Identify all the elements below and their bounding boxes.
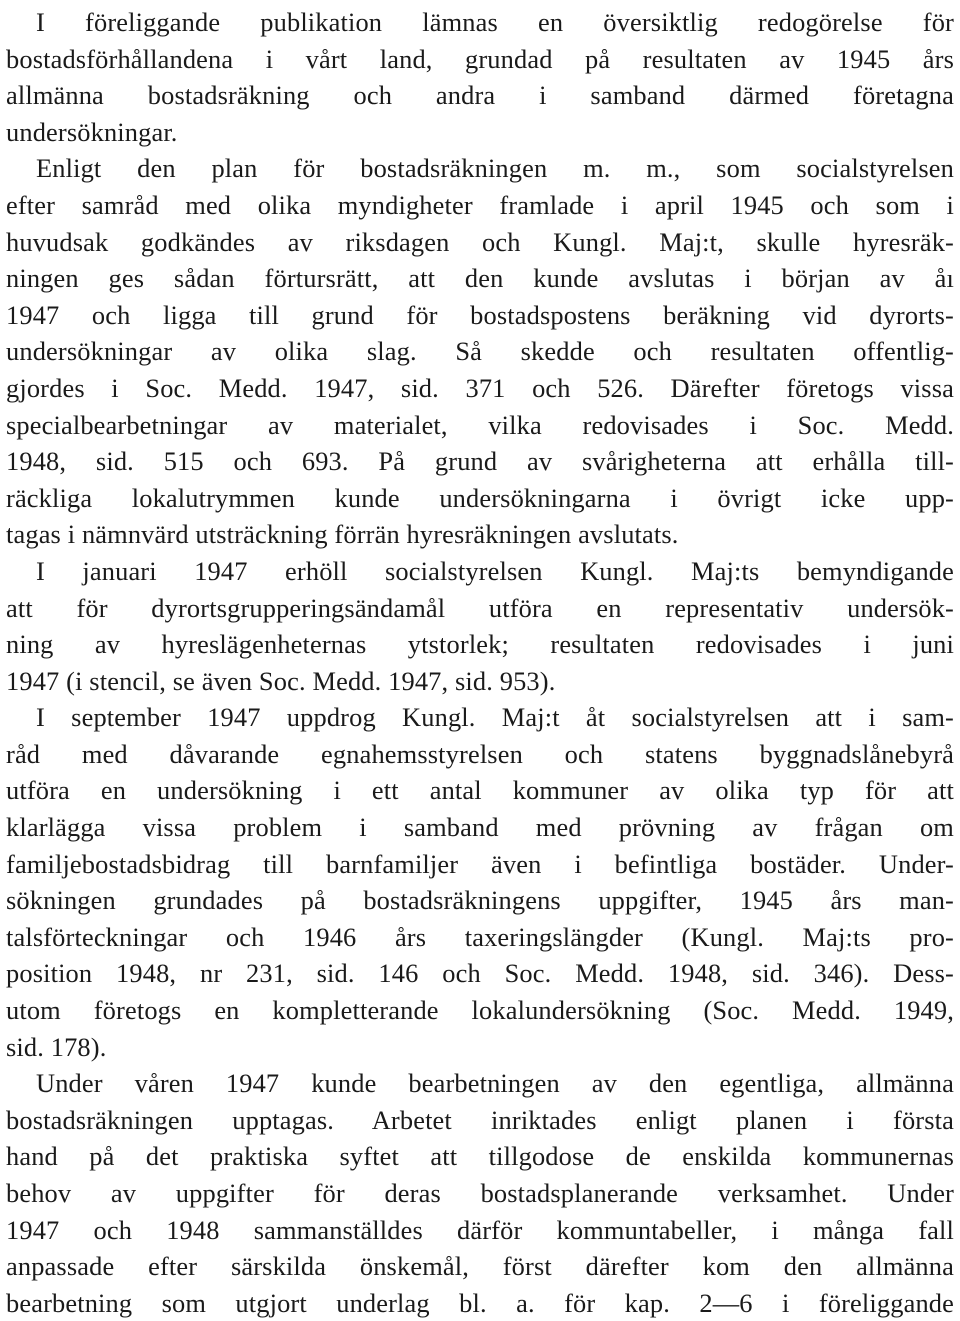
text-line: 1947 och 1948 sammanställdes därför kommuntabeller, i många fall (6, 1214, 954, 1245)
text-line: 1947 och ligga till grund för bostadspostens beräkning vid dyrorts- (6, 299, 954, 330)
paragraph-intro (6, 4, 954, 150)
paragraph-plan (6, 150, 954, 553)
text-line: att för dyrortsgrupperingsändamål utföra en representativ undersök- (6, 592, 954, 623)
text-line: undersökningar av olika slag. Så skedde och resultaten offentlig- (6, 336, 954, 367)
body-text (6, 4, 954, 1321)
paragraph-january-1947 (6, 553, 954, 699)
paragraph-spring-1947 (6, 1065, 954, 1321)
text-line: 1947 (i stencil, se även Soc. Medd. 1947, sid. 953). (6, 665, 556, 696)
text-line: I föreliggande publikation lämnas en översiktlig redogörelse för (36, 7, 954, 37)
text-line: bearbetning som utgjort underlag bl. a. för kap. 2—6 i föreliggande (6, 1287, 954, 1318)
text-line: 1948, sid. 515 och 693. På grund av svårigheterna att erhålla till- (6, 446, 954, 477)
text-line: position 1948, nr 231, sid. 146 och Soc. Medd. 1948, sid. 346). Dess- (6, 958, 954, 989)
text-line: bostadsräkningen upptagas. Arbetet inriktades enligt planen i första (6, 1104, 954, 1135)
text-line: I september 1947 uppdrog Kungl. Maj:t åt socialstyrelsen att i sam- (36, 702, 954, 733)
text-line: gjordes i Soc. Medd. 1947, sid. 371 och 526. Därefter företogs vissa (6, 372, 954, 403)
text-line: ningen ges sådan förtursrätt, att den kunde avslutas i början av åı (6, 263, 954, 294)
text-line: familjebostadsbidrag till barnfamiljer även i befintliga bostäder. Under- (6, 848, 954, 879)
text-line: ning av hyreslägenheternas ytstorlek; resultaten redovisades i juni (6, 629, 954, 660)
paragraph-september-1947 (6, 699, 954, 1065)
text-line: I januari 1947 erhöll socialstyrelsen Kungl. Maj:ts bemyndigande (36, 555, 954, 586)
text-line: undersökningar. (6, 116, 178, 147)
text-line: talsförteckningar och 1946 års taxeringslängder (Kungl. Maj:ts pro- (6, 921, 954, 952)
text-line: huvudsak godkändes av riksdagen och Kungl. Maj:t, skulle hyresräk- (6, 226, 954, 257)
text-line: behov av uppgifter för deras bostadsplanerande verksamhet. Under (6, 1178, 954, 1208)
text-line: anpassade efter särskilda önskemål, först därefter kom den allmänna (6, 1251, 954, 1282)
text-line: Enligt den plan för bostadsräkningen m. m., som socialstyrelsen (36, 153, 954, 184)
text-line: utföra en undersökning i ett antal kommuner av olika typ för att (6, 775, 954, 806)
text-line: råd med dåvarande egnahemsstyrelsen och statens byggnadslånebyrå (6, 738, 954, 769)
text-line: tagas i nämnvärd utsträckning förrän hyresräkningen avslutats. (6, 519, 679, 550)
text-line: specialbearbetningar av materialet, vilka redovisades i Soc. Medd. (6, 409, 954, 440)
text-line: räckliga lokalutrymmen kunde undersökningarna i övrigt icke upp- (6, 482, 954, 513)
text-line: sid. 178). (6, 1031, 107, 1062)
text-line: utom företogs en kompletterande lokalundersökning (Soc. Medd. 1949, (6, 995, 954, 1026)
text-line: hand på det praktiska syftet att tillgodose de enskilda kommunernas (6, 1141, 954, 1172)
text-line: klarlägga vissa problem i samband med prövning av frågan om (6, 812, 954, 843)
text-line: efter samråd med olika myndigheter framlade i april 1945 och som i (6, 189, 954, 220)
text-line: allmänna bostadsräkning och andra i samband därmed företagna (6, 80, 954, 111)
text-line: bostadsförhållandena i vårt land, grundad på resultaten av 1945 års (6, 43, 954, 74)
text-line: sökningen grundades på bostadsräkningens uppgifter, 1945 års man- (6, 885, 954, 916)
text-line: Under våren 1947 kunde bearbetningen av den egentliga, allmänna (36, 1068, 954, 1099)
